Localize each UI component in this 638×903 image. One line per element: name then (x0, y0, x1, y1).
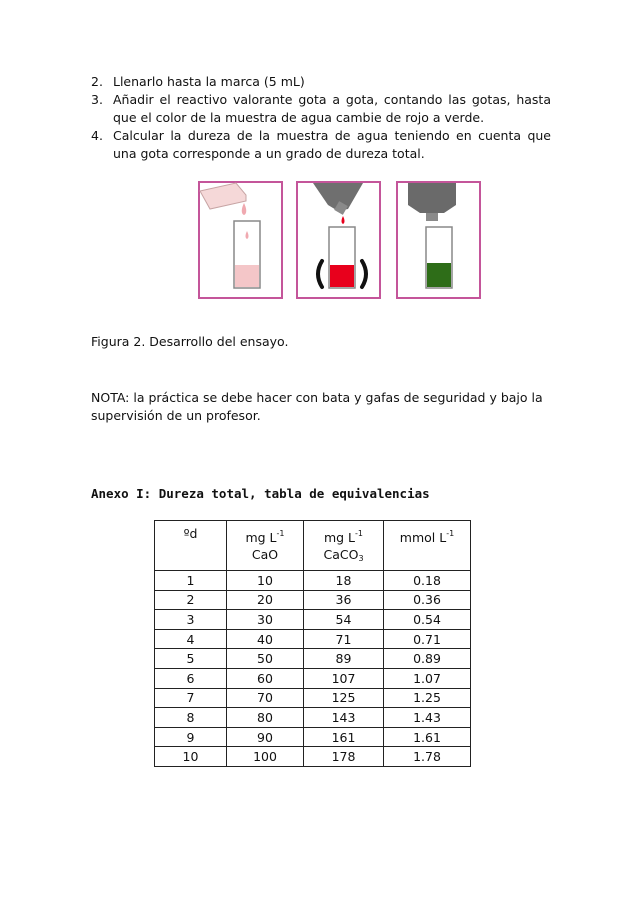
table-cell: 1.25 (384, 688, 471, 708)
table-row (155, 747, 471, 767)
green-liquid (427, 263, 451, 287)
table-cell: 1.61 (384, 727, 471, 747)
table-cell: 2 (155, 590, 227, 610)
step-item (91, 73, 551, 91)
table-cell: 36 (304, 590, 384, 610)
equivalence-table (154, 520, 471, 767)
panel-sample (199, 182, 282, 298)
table-header-row (155, 521, 471, 571)
table-cell: 0.54 (384, 610, 471, 630)
table-cell: 70 (227, 688, 304, 708)
table-cell: 178 (304, 747, 384, 767)
table-cell: 1 (155, 571, 227, 591)
table-cell: 143 (304, 708, 384, 728)
red-liquid (330, 265, 354, 287)
figure-caption: Figura 2. Desarrollo del ensayo. (91, 334, 289, 349)
table-cell: 8 (155, 708, 227, 728)
table-cell: 1.43 (384, 708, 471, 728)
table-cell: 60 (227, 668, 304, 688)
header-species: CaO (251, 547, 279, 562)
header-caco3 (304, 521, 384, 571)
table-cell: 71 (304, 629, 384, 649)
table-cell: 40 (227, 629, 304, 649)
header-label: ºd (183, 526, 198, 541)
table-cell: 0.36 (384, 590, 471, 610)
procedure-steps (91, 73, 551, 163)
table-cell: 54 (304, 610, 384, 630)
table-row (155, 649, 471, 669)
table-cell: 1.07 (384, 668, 471, 688)
table-cell: 4 (155, 629, 227, 649)
table-cell: 20 (227, 590, 304, 610)
table-cell: 30 (227, 610, 304, 630)
table-cell: 90 (227, 727, 304, 747)
table-cell: 0.18 (384, 571, 471, 591)
table-cell: 6 (155, 668, 227, 688)
panel-titration (297, 182, 380, 298)
pink-liquid (235, 265, 259, 287)
reagent-bottle-icon (408, 183, 456, 213)
header-mmol (384, 521, 471, 571)
annex-title: Anexo I: Dureza total, tabla de equivalencias (91, 486, 430, 501)
table-cell: 89 (304, 649, 384, 669)
table-cell: 10 (227, 571, 304, 591)
step-number: 4. (91, 128, 103, 143)
table-cell: 18 (304, 571, 384, 591)
assay-illustration (198, 181, 481, 299)
step-item (91, 91, 551, 127)
table-cell: 10 (155, 747, 227, 767)
header-exponent: -1 (355, 529, 364, 538)
table-cell: 9 (155, 727, 227, 747)
table-cell: 3 (155, 610, 227, 630)
table-cell: 0.71 (384, 629, 471, 649)
header-degrees (155, 521, 227, 571)
table-row (155, 688, 471, 708)
table-cell: 107 (304, 668, 384, 688)
table-row (155, 610, 471, 630)
header-cao (227, 521, 304, 571)
table-cell: 7 (155, 688, 227, 708)
table-cell: 80 (227, 708, 304, 728)
bottle-cap-icon (426, 213, 438, 221)
table-cell: 125 (304, 688, 384, 708)
step-text: Añadir el reactivo valorante gota a gota, contando las gotas, hasta que el color de la muestra de agua cambie de rojo a verde. (113, 92, 551, 125)
step-number: 2. (91, 74, 103, 89)
header-subscript: 3 (358, 554, 364, 563)
table-cell: 100 (227, 747, 304, 767)
table-row (155, 727, 471, 747)
table-cell: 1.78 (384, 747, 471, 767)
table-row (155, 708, 471, 728)
table-cell: 161 (304, 727, 384, 747)
step-text: Calcular la dureza de la muestra de agua teniendo en cuenta que una gota corresponde a un grado de dureza total. (113, 128, 551, 161)
header-exponent: -1 (276, 529, 285, 538)
table-cell: 5 (155, 649, 227, 669)
table-row (155, 590, 471, 610)
step-item (91, 127, 551, 163)
table-row (155, 668, 471, 688)
header-unit: mg L (245, 530, 277, 545)
table-cell: 50 (227, 649, 304, 669)
header-species: CaCO (323, 547, 359, 562)
assay-figure (198, 181, 481, 299)
table-cell: 0.89 (384, 649, 471, 669)
step-text: Llenarlo hasta la marca (5 mL) (113, 74, 305, 89)
table-row (155, 571, 471, 591)
table-body (155, 571, 471, 767)
safety-note: NOTA: la práctica se debe hacer con bata y gafas de seguridad y bajo la supervisión de un profesor. (91, 390, 543, 423)
header-exponent: -1 (446, 529, 455, 538)
table-row (155, 629, 471, 649)
step-number: 3. (91, 92, 103, 107)
panel-result (397, 182, 480, 298)
header-unit: mg L (323, 530, 356, 545)
header-unit: mmol L (399, 530, 447, 545)
